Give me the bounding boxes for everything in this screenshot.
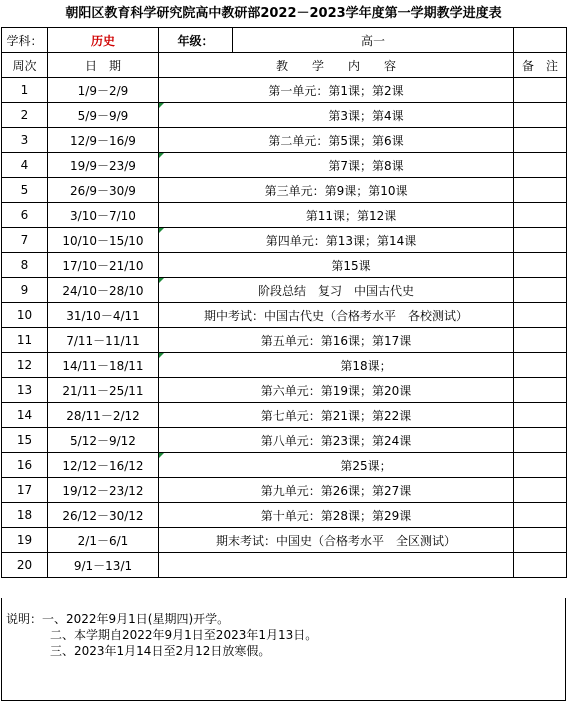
- table-row: [2, 103, 567, 128]
- week-cell[interactable]: 12: [2, 353, 48, 378]
- content-cell[interactable]: [159, 203, 514, 228]
- content-text: 阶段总结 复习 中国古代史: [258, 283, 415, 298]
- table-row: [2, 128, 567, 153]
- content-cell[interactable]: [159, 303, 514, 328]
- remark-cell[interactable]: [514, 303, 567, 328]
- comment-marker-icon: [159, 228, 164, 233]
- date-cell[interactable]: 17/10－21/10: [48, 253, 159, 278]
- content-cell[interactable]: [159, 503, 514, 528]
- content-cell[interactable]: [159, 403, 514, 428]
- date-cell[interactable]: 19/12－23/12: [48, 478, 159, 503]
- week-cell[interactable]: 17: [2, 478, 48, 503]
- schedule-rows: [2, 78, 567, 578]
- content-text: 期中考试：中国古代史（合格考水平 各校测试）: [204, 308, 469, 323]
- grade-value[interactable]: 高一: [233, 28, 514, 53]
- subject-value[interactable]: 历史: [48, 28, 159, 53]
- week-cell[interactable]: 18: [2, 503, 48, 528]
- remark-cell[interactable]: [514, 528, 567, 553]
- content-cell[interactable]: [159, 528, 514, 553]
- date-cell[interactable]: 2/1－6/1: [48, 528, 159, 553]
- date-cell[interactable]: 12/12－16/12: [48, 453, 159, 478]
- content-text: 第三单元：第9课；第10课: [264, 183, 408, 198]
- content-text: 第八单元：第23课；第24课: [260, 433, 412, 448]
- date-header: 日 期: [48, 53, 159, 78]
- date-cell[interactable]: 7/11－11/11: [48, 328, 159, 353]
- content-cell[interactable]: [159, 128, 514, 153]
- remark-cell[interactable]: [514, 128, 567, 153]
- remark-cell[interactable]: [514, 328, 567, 353]
- date-cell[interactable]: 3/10－7/10: [48, 203, 159, 228]
- week-cell[interactable]: 14: [2, 403, 48, 428]
- comment-marker-icon: [159, 153, 164, 158]
- note-line: 二、本学期自2022年9月1日至2023年1月13日。: [50, 628, 318, 642]
- week-cell[interactable]: 16: [2, 453, 48, 478]
- page-title: 朝阳区教育科学研究院高中教研部2022－2023学年度第一学期教学进度表: [65, 6, 502, 21]
- remark-cell[interactable]: [514, 78, 567, 103]
- week-cell[interactable]: 19: [2, 528, 48, 553]
- content-text: 期末考试：中国史（合格考水平 全区测试）: [216, 533, 457, 548]
- comment-marker-icon: [159, 103, 164, 108]
- content-text: 第五单元：第16课；第17课: [260, 333, 412, 348]
- week-cell[interactable]: 7: [2, 228, 48, 253]
- remark-header: 备 注: [514, 53, 567, 78]
- note-line: 三、2023年1月14日至2月12日放寒假。: [50, 644, 271, 658]
- remark-cell[interactable]: [514, 428, 567, 453]
- schedule-table: [1, 27, 567, 578]
- grade-label: 年级：: [159, 28, 233, 53]
- table-row: [2, 553, 567, 578]
- content-cell[interactable]: [159, 103, 514, 128]
- date-cell[interactable]: 24/10－28/10: [48, 278, 159, 303]
- table-row: [2, 153, 567, 178]
- notes-section: [1, 598, 566, 701]
- table-row: [2, 353, 567, 378]
- date-cell[interactable]: 31/10－4/11: [48, 303, 159, 328]
- content-text: 第二单元：第5课；第6课: [268, 133, 404, 148]
- week-cell[interactable]: 8: [2, 253, 48, 278]
- content-text: 第九单元：第26课；第27课: [260, 483, 412, 498]
- date-cell[interactable]: 9/1－13/1: [48, 553, 159, 578]
- content-text: 第11课；第12课: [305, 208, 397, 223]
- week-cell[interactable]: 6: [2, 203, 48, 228]
- table-row: [2, 328, 567, 353]
- date-cell[interactable]: 19/9－23/9: [48, 153, 159, 178]
- table-row: [2, 203, 567, 228]
- week-cell[interactable]: 11: [2, 328, 48, 353]
- content-text: 第15课: [331, 258, 371, 273]
- content-cell[interactable]: [159, 478, 514, 503]
- content-text: 第十单元：第28课；第29课: [260, 508, 412, 523]
- remark-cell[interactable]: [514, 253, 567, 278]
- week-cell[interactable]: 1: [2, 78, 48, 103]
- content-cell[interactable]: [159, 328, 514, 353]
- remark-cell[interactable]: [514, 553, 567, 578]
- content-cell[interactable]: [159, 428, 514, 453]
- table-row: [2, 228, 567, 253]
- remark-cell[interactable]: [514, 103, 567, 128]
- remark-cell[interactable]: [514, 503, 567, 528]
- date-cell[interactable]: 26/12－30/12: [48, 503, 159, 528]
- date-cell[interactable]: 28/11－2/12: [48, 403, 159, 428]
- date-cell[interactable]: 10/10－15/10: [48, 228, 159, 253]
- week-cell[interactable]: 4: [2, 153, 48, 178]
- remark-cell[interactable]: [514, 228, 567, 253]
- date-cell[interactable]: 12/9－16/9: [48, 128, 159, 153]
- date-cell[interactable]: 5/12－9/12: [48, 428, 159, 453]
- remark-cell[interactable]: [514, 378, 567, 403]
- table-row: [2, 303, 567, 328]
- week-cell[interactable]: 9: [2, 278, 48, 303]
- week-cell[interactable]: 10: [2, 303, 48, 328]
- remark-cell[interactable]: [514, 153, 567, 178]
- week-cell[interactable]: 2: [2, 103, 48, 128]
- date-cell[interactable]: 26/9－30/9: [48, 178, 159, 203]
- content-cell[interactable]: [159, 78, 514, 103]
- remark-cell[interactable]: [514, 203, 567, 228]
- comment-marker-icon: [159, 278, 164, 283]
- table-row: [2, 278, 567, 303]
- remark-cell[interactable]: [514, 478, 567, 503]
- week-header: 周次: [2, 53, 48, 78]
- content-text: 第七单元：第21课；第22课: [260, 408, 412, 423]
- week-cell[interactable]: 15: [2, 428, 48, 453]
- week-cell[interactable]: 3: [2, 128, 48, 153]
- date-cell[interactable]: 5/9－9/9: [48, 103, 159, 128]
- content-cell[interactable]: [159, 228, 514, 253]
- content-cell[interactable]: [159, 378, 514, 403]
- date-cell[interactable]: 21/11－25/11: [48, 378, 159, 403]
- table-row: [2, 528, 567, 553]
- table-row: [2, 253, 567, 278]
- content-cell[interactable]: [159, 553, 514, 578]
- remark-cell[interactable]: [514, 353, 567, 378]
- date-cell[interactable]: 14/11－18/11: [48, 353, 159, 378]
- table-row: [2, 78, 567, 103]
- table-row: [2, 503, 567, 528]
- subject-label: 学科：: [2, 28, 48, 53]
- note-line: 说明：一、2022年9月1日(星期四)开学。: [6, 612, 230, 626]
- comment-marker-icon: [159, 453, 164, 458]
- header-blank-cell: [514, 28, 567, 53]
- content-cell[interactable]: [159, 353, 514, 378]
- week-cell[interactable]: 20: [2, 553, 48, 578]
- content-text: 第六单元：第19课；第20课: [260, 383, 412, 398]
- header-row: [2, 53, 567, 78]
- table-row: [2, 403, 567, 428]
- comment-marker-icon: [159, 353, 164, 358]
- content-text: 第18课；: [340, 358, 392, 373]
- table-row: [2, 453, 567, 478]
- date-cell[interactable]: 1/9－2/9: [48, 78, 159, 103]
- content-text: 第25课；: [340, 458, 392, 473]
- content-text: 第7课；第8课: [328, 158, 404, 173]
- remark-cell[interactable]: [514, 403, 567, 428]
- content-text: 第3课；第4课: [328, 108, 404, 123]
- content-cell[interactable]: [159, 253, 514, 278]
- content-cell[interactable]: [159, 278, 514, 303]
- content-cell[interactable]: [159, 153, 514, 178]
- content-cell[interactable]: [159, 453, 514, 478]
- content-header: 教 学 内 容: [159, 53, 514, 78]
- content-text: 第四单元：第13课；第14课: [265, 233, 417, 248]
- week-cell[interactable]: 13: [2, 378, 48, 403]
- table-row: [2, 428, 567, 453]
- week-cell[interactable]: 5: [2, 178, 48, 203]
- table-row: [2, 378, 567, 403]
- subject-row: [2, 28, 567, 53]
- table-row: [2, 478, 567, 503]
- content-cell[interactable]: [159, 178, 514, 203]
- remark-cell[interactable]: [514, 453, 567, 478]
- content-text: 第一单元：第1课；第2课: [268, 83, 404, 98]
- remark-cell[interactable]: [514, 178, 567, 203]
- table-row: [2, 178, 567, 203]
- remark-cell[interactable]: [514, 278, 567, 303]
